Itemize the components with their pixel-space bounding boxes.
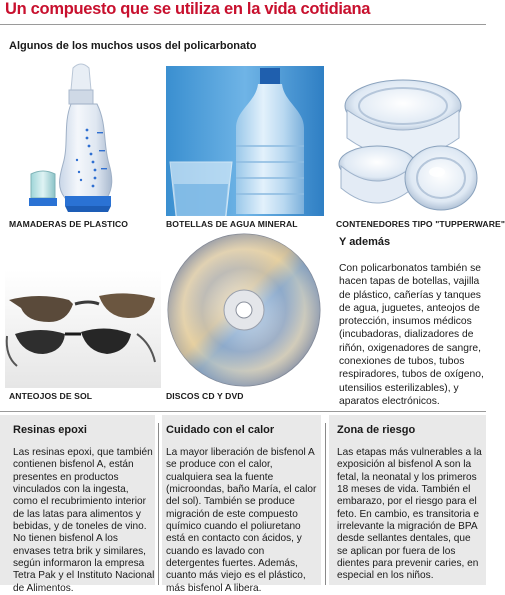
section-subtitle: Algunos de los muchos usos del policarbonato bbox=[9, 40, 257, 52]
caption-anteojos: ANTEOJOS DE SOL bbox=[9, 391, 93, 401]
panel-resinas bbox=[0, 415, 155, 594]
title-divider bbox=[0, 24, 486, 25]
ademas-heading: Y además bbox=[339, 236, 391, 248]
baby-bottle-photo bbox=[9, 60, 161, 216]
sunglasses-photo bbox=[5, 270, 161, 388]
riesgo-heading: Zona de riesgo bbox=[337, 424, 416, 436]
resinas-heading: Resinas epoxi bbox=[13, 424, 87, 436]
column-divider bbox=[158, 423, 159, 585]
calor-heading: Cuidado con el calor bbox=[166, 424, 275, 436]
page-title: Un compuesto que se utiliza en la vida cotidiana bbox=[5, 0, 371, 18]
bottom-divider bbox=[0, 411, 486, 412]
containers-photo bbox=[333, 60, 483, 218]
column-divider bbox=[325, 423, 326, 585]
caption-botellas: BOTELLAS DE AGUA MINERAL bbox=[166, 219, 298, 229]
panel-riesgo bbox=[329, 415, 486, 585]
caption-discos: DISCOS CD Y DVD bbox=[166, 391, 244, 401]
calor-text: La mayor liberación de bisfenol A se produce con el calor, cualquiera sea la fuente (microondas, baño María, el calor del sol). También se produce migración de este compuesto químico cuando el poliuretano está en contacto con ácidos, y cuando es lavado con detergentes fuertes. Además, cuanto más viejo es el plástico, más bisfenol A libera. bbox=[166, 447, 317, 594]
resinas-text: Las resinas epoxi, que también contienen bisfenol A, están presentes en productos vinculados con la ingesta, como el recubrimiento interior de las latas para alimentos y bebidas, y de toneles de vino. No tienen bisfenol A los envases tetra brik y similares, según informaron la empresa Tetra Pak y el Instituto Nacional de Alimentos. bbox=[13, 447, 155, 594]
ademas-text: Con policarbonatos también se hacen tapas de botellas, vajilla de plástico, cañerías y tanques de agua, juguetes, anteojos de protección, insumos médicos (incubadoras, dializadores de riñón, oxigenadores de sangre, conexiones de tubos, tubos respiradores, tubos de oxígeno, utensilios esterilizables), y aparatos electrónicos. bbox=[339, 263, 484, 407]
caption-mamaderas: MAMADERAS DE PLASTICO bbox=[9, 219, 129, 229]
riesgo-text: Las etapas más vulnerables a la exposición al bisfenol A son la fetal, la neonatal y los primeros 18 meses de vida. También el embarazo, por el riesgo para el feto. En cambio, es transitoria e irrelevante la migración de BPA desde sellantes dentales, que se aplican por fuera de los dientes para prevenir caries, en especial en los niños. bbox=[337, 447, 482, 582]
panel-calor bbox=[162, 415, 321, 594]
water-bottle-photo bbox=[166, 66, 324, 216]
cd-disc-photo bbox=[166, 232, 322, 388]
caption-contenedores: CONTENEDORES TIPO "TUPPERWARE" bbox=[336, 219, 505, 229]
